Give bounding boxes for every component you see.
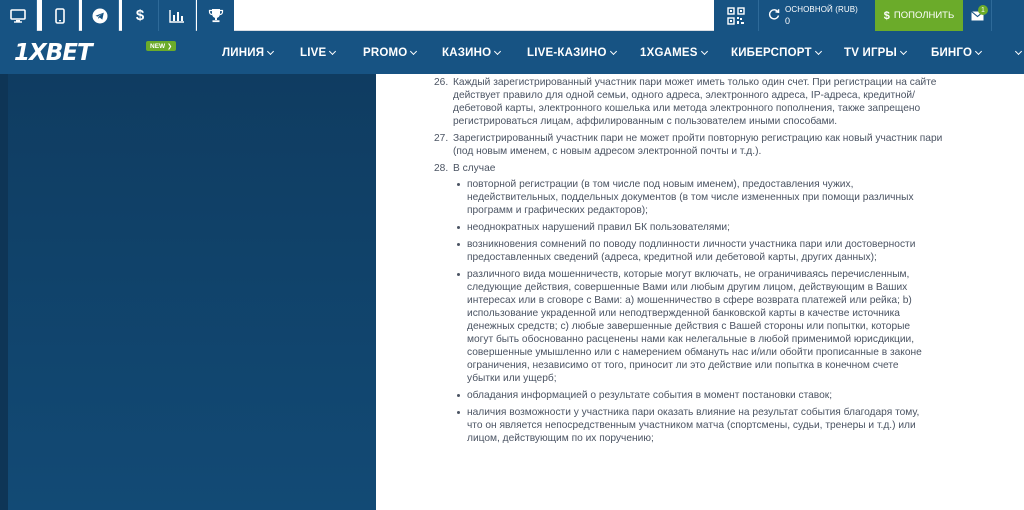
desktop-icon[interactable] — [0, 0, 37, 31]
messages-badge: 1 — [978, 5, 988, 15]
chevron-down-icon — [815, 48, 822, 55]
nav-item-promo[interactable] — [363, 31, 416, 74]
nav-item-bingo[interactable] — [931, 31, 981, 74]
nav-item-label: ЛИНИЯ — [222, 46, 265, 59]
nav-item-live-kazino[interactable] — [527, 31, 616, 74]
new-badge-label: NEW — [150, 42, 166, 50]
rule-28-bullets — [376, 178, 1024, 445]
top-bar — [0, 0, 1024, 31]
rule-number: 27. — [434, 133, 449, 144]
rules-content — [376, 74, 1024, 510]
rule-item-28 — [376, 162, 1024, 175]
chevron-down-icon — [267, 48, 274, 55]
rule-number: 26. — [434, 77, 449, 88]
chevron-down-icon — [329, 48, 336, 55]
list-item: повторной регистрации (в том числе под новым именем), предоставления чужих, недействительных, поддельных документов (в том числе измененных при помощи различных программ и графических редакторов); — [376, 178, 1024, 217]
chevron-right-icon: ❯ — [167, 43, 173, 50]
rule-item-27 — [376, 132, 1024, 158]
nav-item-kibersport[interactable] — [731, 31, 821, 74]
list-item: неоднократных нарушений правил БК пользователями; — [376, 221, 1024, 234]
balance-amount: 0 — [785, 16, 791, 26]
rules-list — [376, 76, 1024, 449]
nav-item-label: КИБЕРСПОРТ — [731, 46, 812, 59]
nav-item-label: TV ИГРЫ — [844, 46, 898, 59]
mobile-icon[interactable] — [42, 0, 79, 31]
sidebar — [0, 74, 376, 510]
dollar-glyph: $ — [135, 7, 145, 24]
main-nav — [0, 31, 1024, 74]
new-badge — [146, 41, 176, 51]
list-item: возникновения сомнений по поводу подлинности личности участника пари или достоверности предоставленных сведений (адреса, кредитной или дебетовой карты, других данных); — [376, 238, 1024, 264]
stats-icon[interactable] — [159, 0, 196, 31]
chevron-down-icon — [701, 48, 708, 55]
nav-item-label: PROMO — [363, 46, 408, 59]
telegram-icon[interactable] — [82, 0, 119, 31]
chevron-down-icon — [1015, 48, 1022, 55]
chevron-down-icon — [900, 48, 907, 55]
qr-code-icon — [727, 7, 745, 25]
trophy-icon[interactable] — [197, 0, 234, 31]
chevron-down-icon — [494, 48, 501, 55]
chevron-down-icon — [975, 48, 982, 55]
deposit-label: ПОПОЛНИТЬ — [893, 10, 955, 21]
balance-widget[interactable] — [758, 0, 875, 31]
nav-item-liniya[interactable] — [222, 31, 273, 74]
more-button[interactable] — [991, 0, 1024, 31]
rule-item-26 — [376, 76, 1024, 128]
nav-item-label: КАЗИНО — [442, 46, 492, 59]
refresh-icon[interactable] — [768, 8, 780, 20]
chevron-down-icon — [610, 48, 617, 55]
nav-item-label: 1XGAMES — [640, 46, 698, 59]
chevron-down-icon — [410, 48, 417, 55]
logo[interactable]: 1XBET — [14, 40, 92, 66]
list-item: обладания информацией о результате события в момент постановки ставок; — [376, 389, 1024, 402]
nav-item-label: LIVE — [300, 46, 327, 59]
nav-item-label: БИНГО — [931, 46, 973, 59]
nav-item-kazino[interactable] — [442, 31, 500, 74]
nav-more[interactable] — [1012, 31, 1021, 74]
nav-item-tv-igry[interactable] — [844, 31, 906, 74]
nav-item-label: LIVE-КАЗИНО — [527, 46, 607, 59]
sidebar-edge — [0, 74, 8, 510]
deposit-button[interactable] — [875, 0, 963, 31]
account-label: ОСНОВНОЙ (RUB) — [785, 5, 858, 14]
list-item: наличия возможности у участника пари оказать влияние на результат события благодаря тому, что он является непосредственным участником матча (спортсмены, судьи, тренеры и т.д.) или лицом, действующим по их поручению; — [376, 406, 1024, 445]
rule-text: Зарегистрированный участник пари не может пройти повторную регистрацию как новый участник пари (под новым именем, с новым адресом электронной почты и т.д.). — [453, 133, 943, 157]
nav-item-live[interactable] — [300, 31, 335, 74]
list-item: различного вида мошенничеств, которые могут включать, не ограничиваясь перечисленным, следующие действия, совершенные Вами или любым другим лицом, действующим в Ваших интересах или в сговоре с Вами: a) мошенничество в сфере возврата платежей или рейка; b) использование украденной или неподтвержденной банковской карты в качестве источника денежных средств; c) любые завершенные действия с Вашей стороны или попытки, которые могут быть обоснованно расценены нами как нелегальные в любой применимой юрисдикции, совершенные умышленно или с намерением обмануть нас и/или обойти прописанные в законе ограничения, независимо от того, приносит ли это действие или попытка в конечном счете убытки или ущерб; — [376, 268, 1024, 385]
nav-item-1xgames[interactable] — [640, 31, 707, 74]
dollar-icon-small: $ — [883, 9, 890, 22]
dollar-icon[interactable] — [122, 0, 159, 31]
rule-text: Каждый зарегистрированный участник пари может иметь только один счет. При регистрации на сайте действует правило для одной семьи, одного адреса, электронного адреса, IP-адреса, кредитной/дебетовой карты, электронного кошелька или метода электронного пополнения, также запрещено регистрироваться лицам, аффилированным с пользователем иными способами. — [453, 77, 937, 127]
qr-code-button[interactable] — [714, 0, 758, 31]
rule-text: В случае — [453, 163, 496, 174]
messages-button[interactable] — [963, 0, 991, 31]
rule-number: 28. — [434, 163, 449, 174]
